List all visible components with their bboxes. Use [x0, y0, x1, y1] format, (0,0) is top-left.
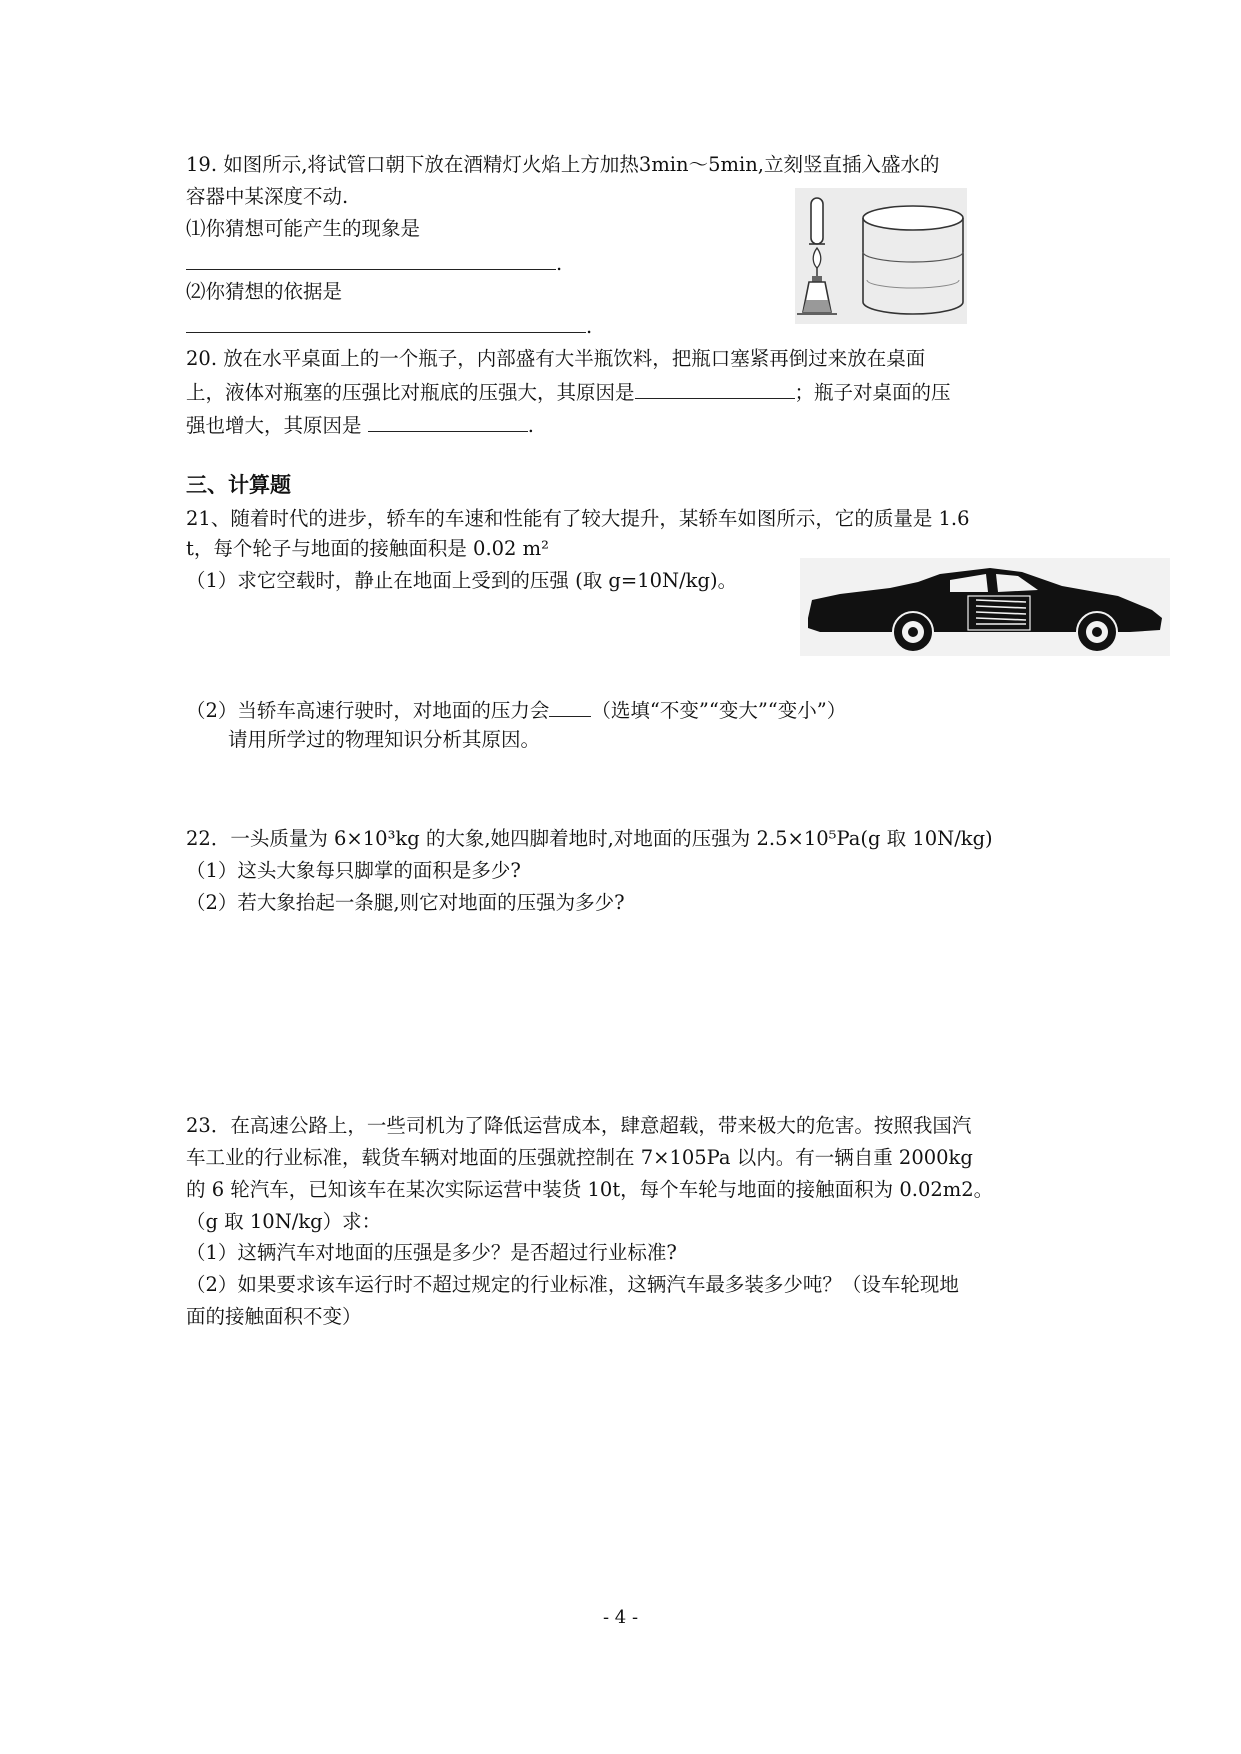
- answer-blank[interactable]: [549, 696, 591, 717]
- q23-line3: 的 6 轮汽车，已知该车在某次实际运营中装货 10t，每个车轮与地面的接触面积为 0.02m2。: [186, 1178, 994, 1201]
- q23-line1: 23．在高速公路上，一些司机为了降低运营成本，肆意超载，带来极大的危害。按照我国汽: [186, 1114, 972, 1137]
- section-heading: 三、计算题: [186, 473, 291, 497]
- q23-sub2-cont: 面的接触面积不变）: [186, 1305, 362, 1328]
- q19-line1: 19. 如图所示,将试管口朝下放在酒精灯火焰上方加热3min～5min,立刻竖直插入盛水的: [186, 153, 940, 176]
- answer-blank[interactable]: [368, 411, 528, 432]
- q20-line1: 20. 放在水平桌面上的一个瓶子，内部盛有大半瓶饮料，把瓶口塞紧再倒过来放在桌面: [186, 347, 926, 370]
- test-tube-icon: [809, 198, 825, 244]
- answer-blank[interactable]: [186, 249, 556, 270]
- q21-line2: t，每个轮子与地面的接触面积是 0.02 m²: [186, 537, 549, 560]
- q23-line2: 车工业的行业标准，载货车辆对地面的压强就控制在 7×105Pa 以内。有一辆自重 2000kg: [186, 1146, 973, 1169]
- q22-sub1: （1）这头大象每只脚掌的面积是多少?: [186, 859, 521, 882]
- q23-line4: （g 取 10N/kg）求：: [186, 1210, 382, 1233]
- q21-sub2: （2）当轿车高速行驶时，对地面的压力会 （选填“不变”“变大”“变小”）: [186, 696, 846, 724]
- q23-sub1: （1）这辆汽车对地面的压强是多少？是否超过行业标准?: [186, 1241, 677, 1264]
- wheel-icon: [893, 612, 933, 652]
- q21-sub2-instruction: 请用所学过的物理知识分析其原因。: [228, 728, 541, 751]
- q19-part2: ⑵你猜想的依据是: [186, 280, 343, 303]
- q20-line2: 上，液体对瓶塞的压强比对瓶底的压强大，其原因是 ；瓶子对桌面的压: [186, 378, 951, 406]
- q19-answer-line-2: .: [186, 312, 592, 340]
- q19-part1: ⑴你猜想可能产生的现象是: [186, 217, 421, 240]
- page-number: - 4 -: [602, 1607, 639, 1628]
- q22-sub2: （2）若大象抬起一条腿,则它对地面的压强为多少?: [186, 891, 625, 914]
- q19-line2: 容器中某深度不动.: [186, 185, 349, 208]
- test-tube-lamp-beaker-figure: [795, 188, 967, 324]
- q19-answer-line-1: .: [186, 249, 562, 277]
- q21-sub1: （1）求它空载时，静止在地面上受到的压强 (取 g=10N/kg)。: [186, 569, 738, 592]
- q20-line3: 强也增大，其原因是 .: [186, 411, 534, 439]
- answer-blank[interactable]: [635, 378, 795, 399]
- sports-car-figure: [800, 558, 1170, 656]
- wheel-icon: [1077, 612, 1117, 652]
- answer-blank[interactable]: [186, 312, 586, 333]
- q22-line1: 22．一头质量为 6×10³kg 的大象,她四脚着地时,对地面的压强为 2.5×10⁵Pa(g 取 10N/kg): [186, 827, 993, 850]
- q23-sub2: （2）如果要求该车运行时不超过规定的行业标准，这辆汽车最多装多少吨？（设车轮现地: [186, 1273, 959, 1296]
- q21-line1: 21、随着时代的进步，轿车的车速和性能有了较大提升，某轿车如图所示，它的质量是 1.6: [186, 507, 970, 530]
